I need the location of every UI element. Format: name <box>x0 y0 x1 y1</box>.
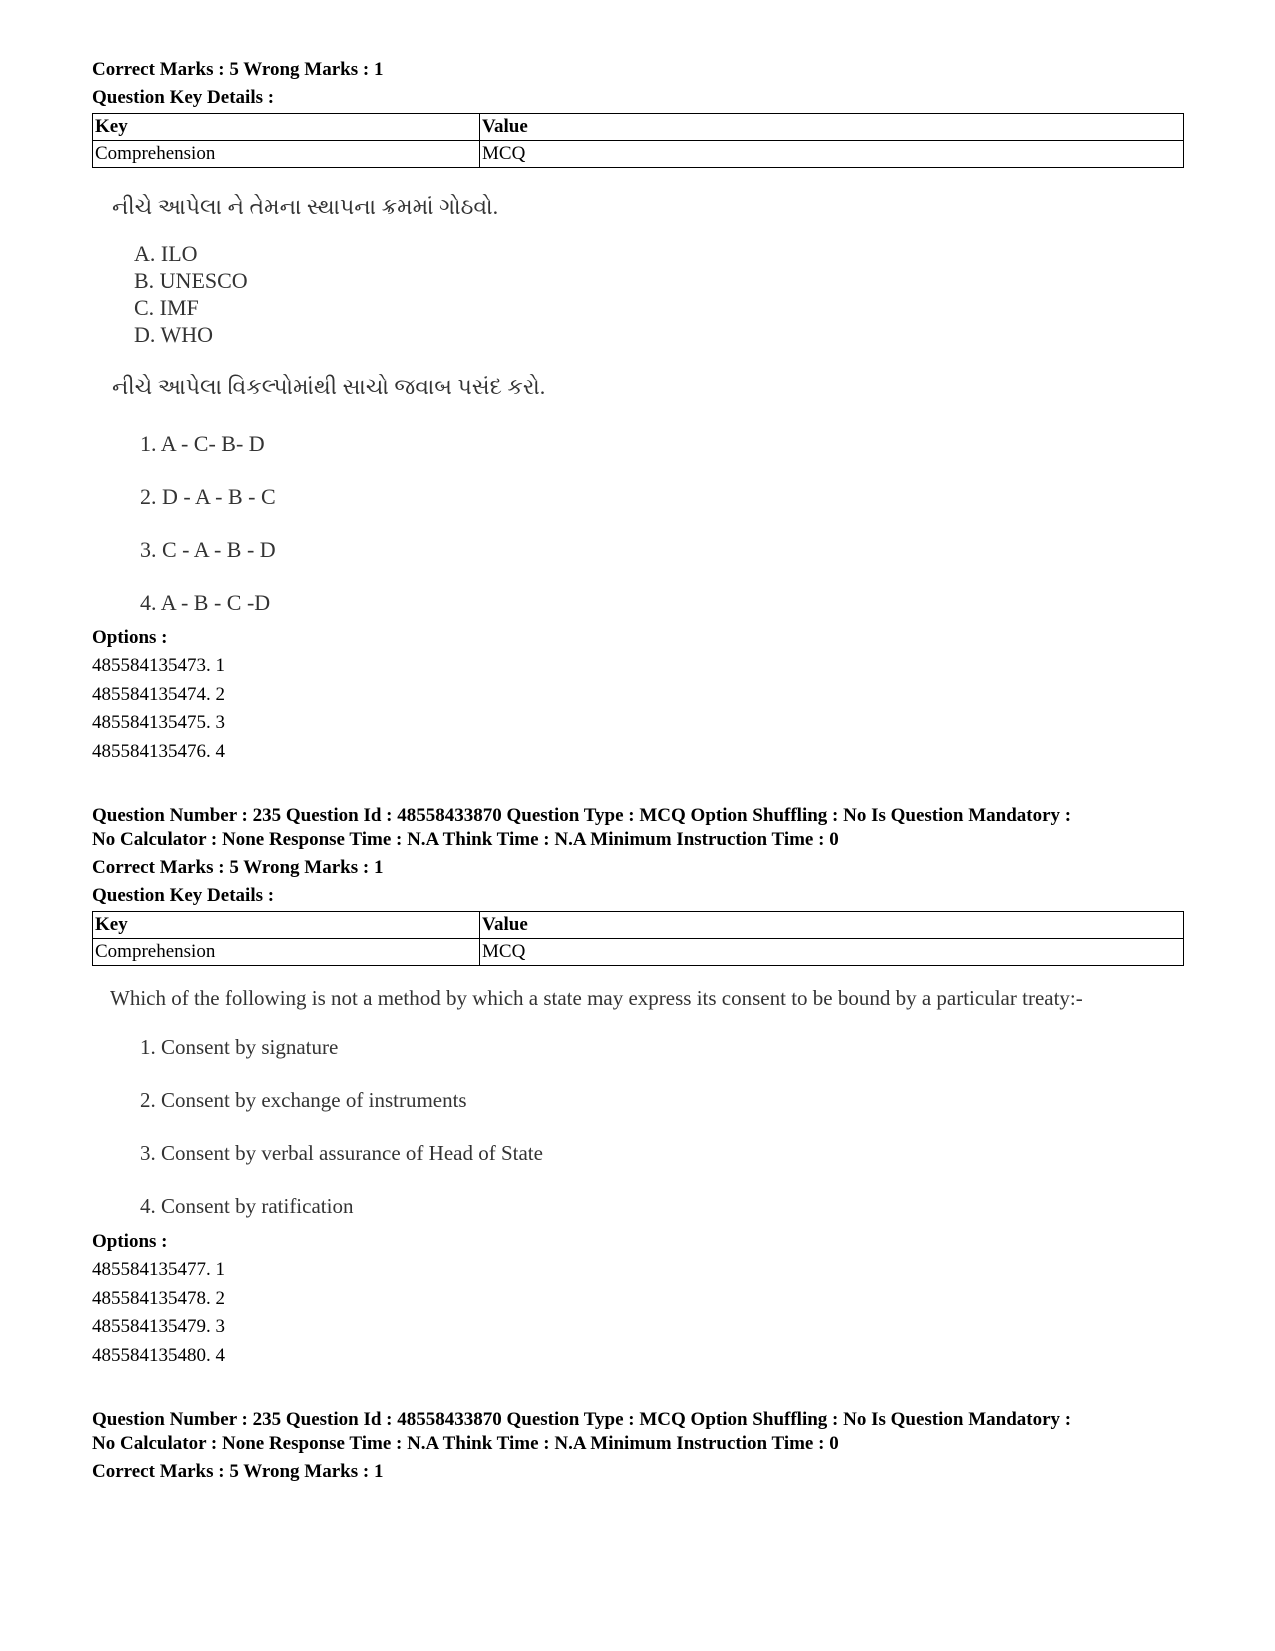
table-header-row <box>93 114 1184 141</box>
marks-line: Correct Marks : 5 Wrong Marks : 1 <box>92 59 384 80</box>
question-instruction: નીચે આપેલા ને તેમના સ્થાપના ક્રમમાં ગોઠવો. <box>112 194 499 219</box>
option-item: 485584135474. 2 <box>92 683 225 705</box>
options-label: Options : <box>92 627 168 648</box>
question-body <box>92 984 1184 1220</box>
key-details-table <box>92 113 1184 168</box>
list-item: 3. C - A - B - D <box>140 537 276 562</box>
options-label: Options : <box>92 1231 168 1252</box>
list-item: B. UNESCO <box>134 268 248 293</box>
answer-list <box>92 430 1184 616</box>
list-item: 4. Consent by ratification <box>140 1194 354 1218</box>
option-item: 485584135473. 1 <box>92 655 225 676</box>
key-details-label: Question Key Details : <box>92 87 275 108</box>
option-item: 485584135479. 3 <box>92 1316 225 1337</box>
table-header-key: Key <box>93 912 480 939</box>
question-header-line1: Question Number : 235 Question Id : 48558433870 Question Type : MCQ Option Shuffling : No Is Question Mandatory : <box>92 1409 1072 1430</box>
table-header-value: Value <box>480 912 1184 939</box>
marks-line: Correct Marks : 5 Wrong Marks : 1 <box>92 857 384 878</box>
list-item: 2. D - A - B - C <box>140 484 276 509</box>
marks-line: Correct Marks : 5 Wrong Marks : 1 <box>92 1461 384 1482</box>
list-item: A. ILO <box>134 241 198 266</box>
item-list <box>92 240 1184 348</box>
answer-list <box>92 1034 1184 1220</box>
table-header-key: Key <box>93 114 480 141</box>
table-row <box>93 939 1184 966</box>
key-details-label: Question Key Details : <box>92 885 275 906</box>
choose-instruction: નીચે આપેલા વિકલ્પોમાંથી સાચો જવાબ પસંદ કરો. <box>112 374 546 399</box>
question-text: Which of the following is not a method by which a state may express its consent to be bound by a particular treaty:- <box>110 986 1083 1010</box>
list-item: C. IMF <box>134 295 199 320</box>
table-row <box>93 141 1184 168</box>
table-cell-key: Comprehension <box>93 939 480 966</box>
list-item: 1. A - C- B- D <box>140 431 265 456</box>
list-item: 4. A - B - C -D <box>140 590 271 615</box>
list-item: 3. Consent by verbal assurance of Head of State <box>140 1141 543 1165</box>
document-page <box>92 56 1184 1486</box>
table-cell-key: Comprehension <box>93 141 480 168</box>
list-item: D. WHO <box>134 322 214 347</box>
table-header-row <box>93 912 1184 939</box>
option-item: 485584135478. 2 <box>92 1287 225 1309</box>
question-body <box>92 192 1184 616</box>
option-item: 485584135477. 1 <box>92 1259 225 1280</box>
list-item: 1. Consent by signature <box>140 1035 339 1059</box>
option-item: 485584135480. 4 <box>92 1344 225 1366</box>
table-cell-value: MCQ <box>480 141 1184 168</box>
table-header-value: Value <box>480 114 1184 141</box>
list-item: 2. Consent by exchange of instruments <box>140 1088 467 1112</box>
option-item: 485584135476. 4 <box>92 740 225 762</box>
question-header-line2: No Calculator : None Response Time : N.A Think Time : N.A Minimum Instruction Time : 0 <box>92 1433 839 1454</box>
question-header-line1: Question Number : 235 Question Id : 48558433870 Question Type : MCQ Option Shuffling : No Is Question Mandatory : <box>92 805 1072 826</box>
key-details-table <box>92 911 1184 966</box>
question-header-line2: No Calculator : None Response Time : N.A Think Time : N.A Minimum Instruction Time : 0 <box>92 829 839 850</box>
option-item: 485584135475. 3 <box>92 712 225 733</box>
table-cell-value: MCQ <box>480 939 1184 966</box>
